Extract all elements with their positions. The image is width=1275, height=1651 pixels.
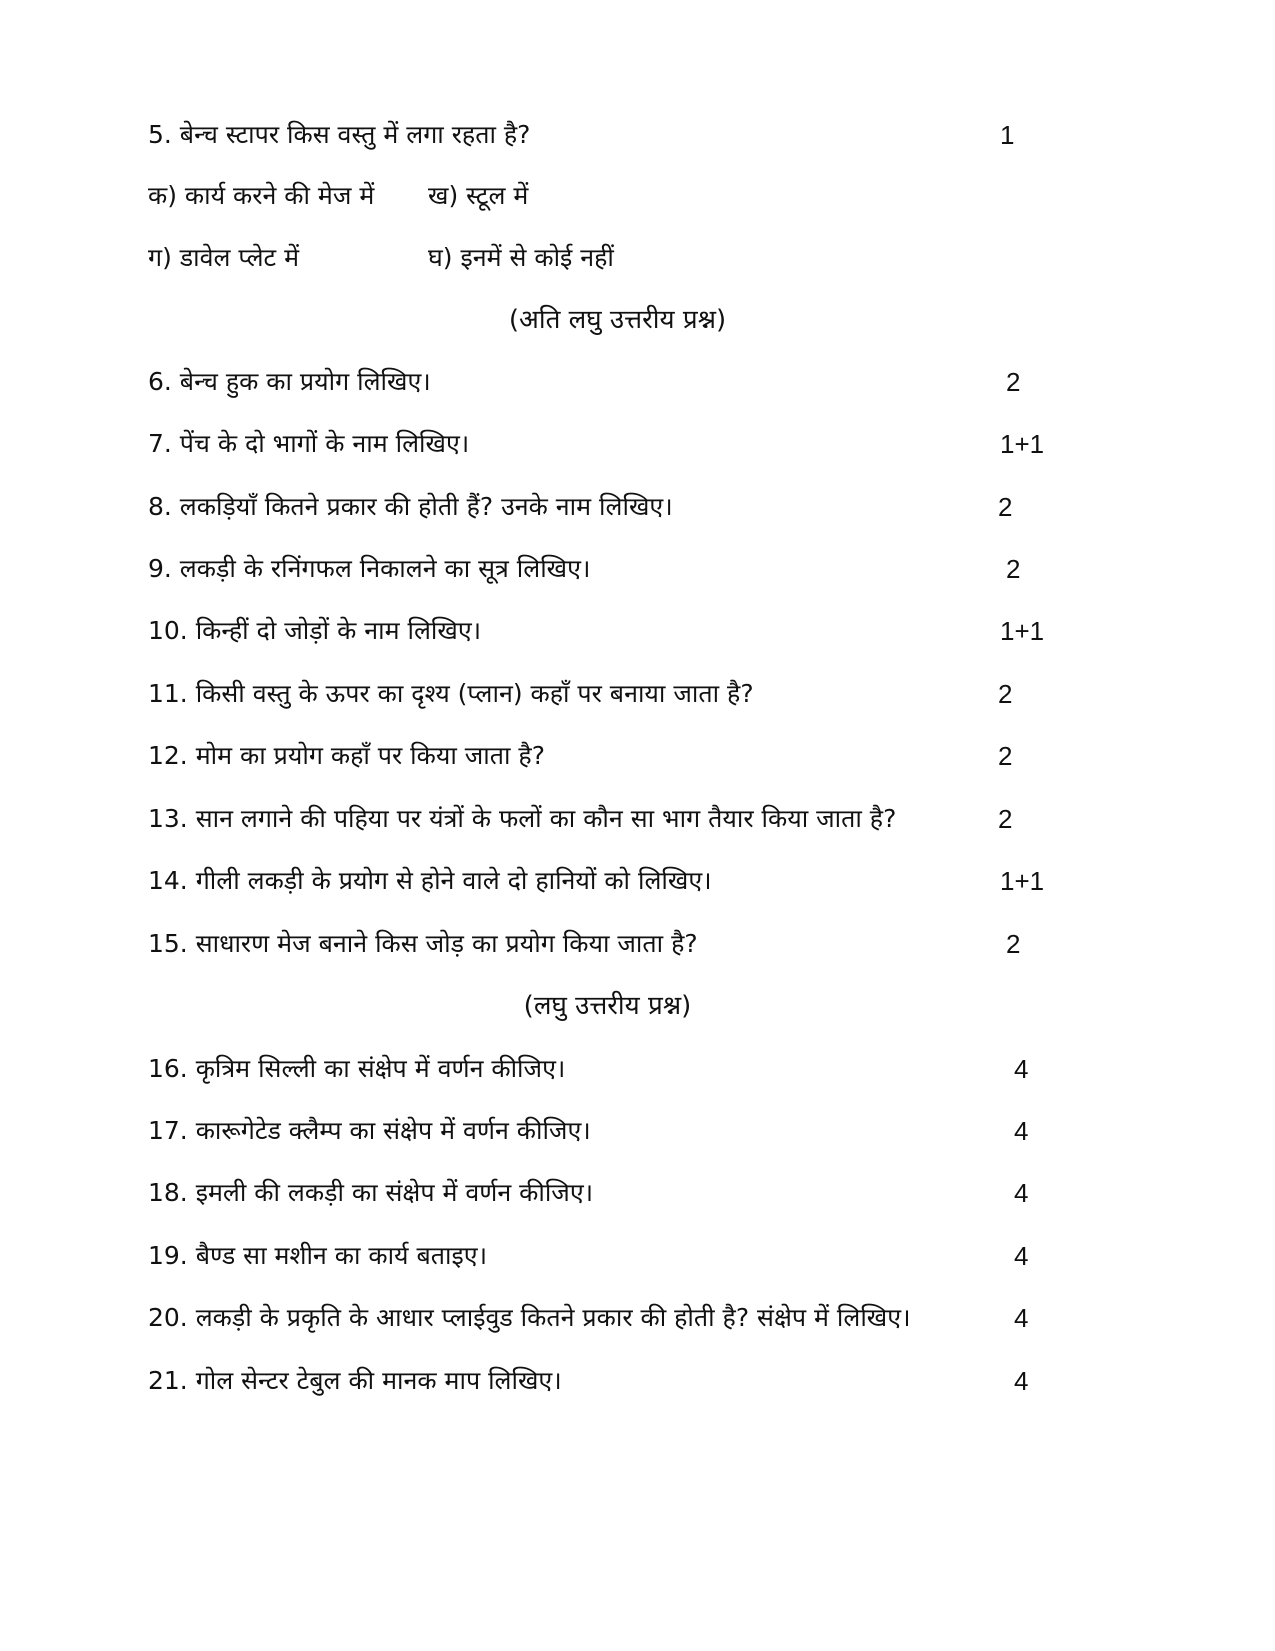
question-text: 17. कारूगेटेड क्लैम्प का संक्षेप में वर्णन कीजिए।: [148, 1116, 591, 1145]
question-marks: 4: [1014, 1116, 1029, 1146]
question-text: 20. लकड़ी के प्रकृति के आधार प्लाईवुड कितने प्रकार की होती है? संक्षेप में लिखिए।: [148, 1303, 911, 1332]
question-5-options-row-2: [148, 238, 1108, 278]
question-marks: 1+1: [1000, 616, 1045, 646]
question-16: [148, 1049, 1108, 1089]
question-text: 18. इमली की लकड़ी का संक्षेप में वर्णन कीजिए।: [148, 1178, 594, 1207]
question-20: [148, 1298, 1108, 1338]
question-8: [148, 487, 1108, 527]
question-marks: 1+1: [1000, 429, 1045, 459]
question-text: 13. सान लगाने की पहिया पर यंत्रों के फलों का कौन सा भाग तैयार किया जाता है?: [148, 804, 897, 833]
question-text: 21. गोल सेन्टर टेबुल की मानक माप लिखिए।: [148, 1366, 562, 1395]
question-15: [148, 924, 1108, 964]
question-18: [148, 1173, 1108, 1213]
question-14: [148, 861, 1108, 901]
question-marks: 2: [1006, 367, 1021, 397]
question-text: 7. पेंच के दो भागों के नाम लिखिए।: [148, 429, 470, 458]
option-kha: ख) स्टूल में: [428, 181, 529, 210]
question-marks: 4: [1014, 1054, 1029, 1084]
question-text: 8. लकड़ियाँ कितने प्रकार की होती हैं? उनके नाम लिखिए।: [148, 492, 673, 521]
question-text: 10. किन्हीं दो जोड़ों के नाम लिखिए।: [148, 616, 482, 645]
question-5-options-row-1: [148, 176, 1108, 216]
question-text: 14. गीली लकड़ी के प्रयोग से होने वाले दो हानियों को लिखिए।: [148, 866, 712, 895]
option-ka: क) कार्य करने की मेज में: [148, 181, 375, 210]
question-text: 15. साधारण मेज बनाने किस जोड़ का प्रयोग किया जाता है?: [148, 929, 698, 958]
question-marks: 4: [1014, 1241, 1029, 1271]
question-marks: 4: [1014, 1366, 1029, 1396]
question-7: [148, 424, 1108, 464]
question-19: [148, 1236, 1108, 1276]
question-marks: 2: [1006, 554, 1021, 584]
question-marks: 1: [1000, 120, 1015, 150]
question-11: [148, 674, 1108, 714]
question-text: 9. लकड़ी के रनिंगफल निकालने का सूत्र लिखिए।: [148, 554, 591, 583]
section-heading-very-short: (अति लघु उत्तरीय प्रश्न): [508, 305, 727, 335]
question-marks: 2: [998, 492, 1013, 522]
question-text: 12. मोम का प्रयोग कहाँ पर किया जाता है?: [148, 741, 545, 770]
question-marks: 4: [1014, 1303, 1029, 1333]
question-21: [148, 1361, 1108, 1401]
question-text: 11. किसी वस्तु के ऊपर का दृश्य (प्लान) कहाँ पर बनाया जाता है?: [148, 679, 754, 708]
question-10: [148, 611, 1108, 651]
option-ga: ग) डावेल प्लेट में: [148, 243, 300, 272]
question-text: 16. कृत्रिम सिल्ली का संक्षेप में वर्णन कीजिए।: [148, 1054, 566, 1083]
question-marks: 2: [998, 741, 1013, 771]
question-6: [148, 362, 1108, 402]
question-5: [148, 115, 1108, 155]
question-17: [148, 1111, 1108, 1151]
option-gha: घ) इनमें से कोई नहीं: [428, 243, 614, 272]
question-marks: 2: [998, 679, 1013, 709]
question-marks: 2: [998, 804, 1013, 834]
question-marks: 2: [1006, 929, 1021, 959]
question-text: 5. बेन्च स्टापर किस वस्तु में लगा रहता है?: [148, 120, 531, 149]
section-heading-short: (लघु उत्तरीय प्रश्न): [523, 991, 692, 1021]
question-marks: 4: [1014, 1178, 1029, 1208]
question-text: 19. बैण्ड सा मशीन का कार्य बताइए।: [148, 1241, 488, 1270]
question-12: [148, 736, 1108, 776]
question-9: [148, 549, 1108, 589]
question-13: [148, 799, 1108, 839]
question-marks: 1+1: [1000, 866, 1045, 896]
question-text: 6. बेन्च हुक का प्रयोग लिखिए।: [148, 367, 431, 396]
